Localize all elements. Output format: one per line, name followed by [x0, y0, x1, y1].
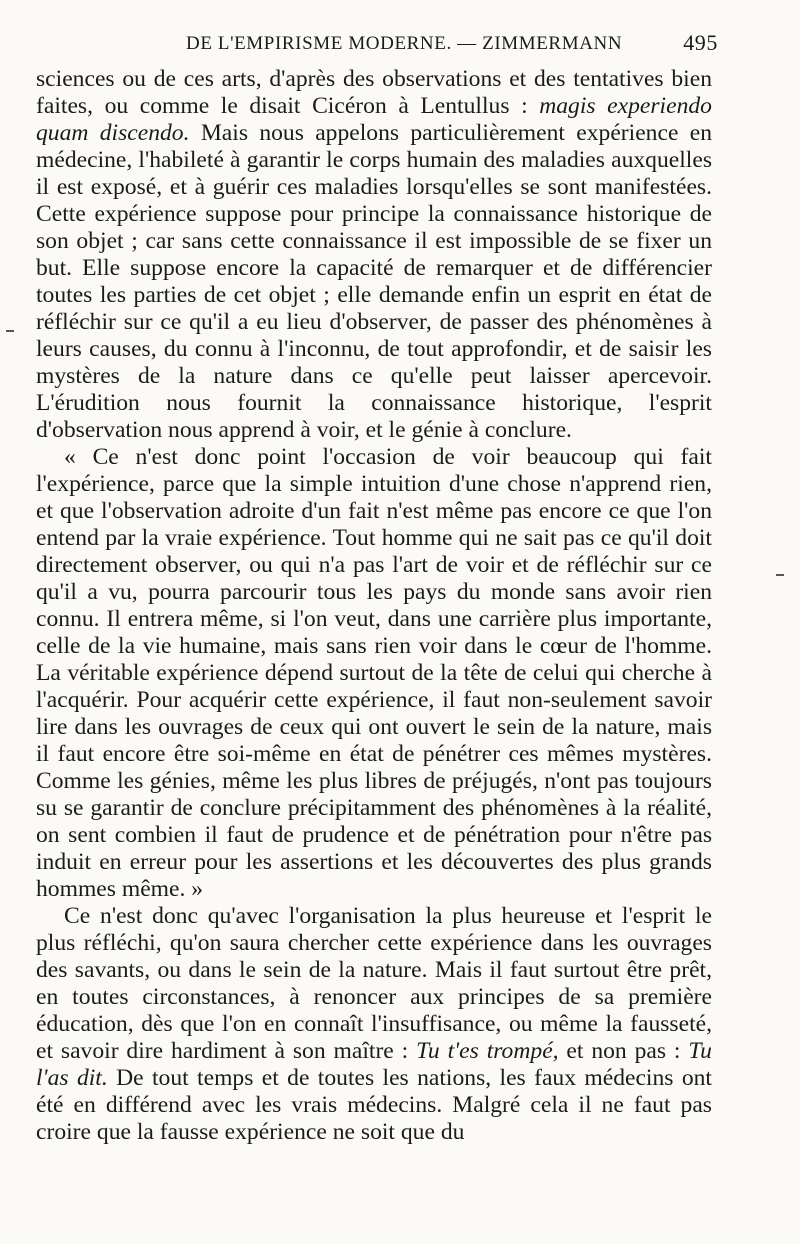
paragraph-1-text-b: Mais nous appelons particulièrement expérience en médecine, l'habileté à garantir le corps humain des maladies auxquelles il est exposé, et à guérir ces maladies lorsqu'elles se sont manifestées. Cette expérience suppose pour principe la connaissance historique de son objet ; car sans cette connaissance il est impossible de se fixer un but. Elle suppose encore la capacité de remarquer et de différencier toutes les parties de cet objet ; elle demande enfin un esprit en état de réfléchir sur ce qu'il a eu lieu d'observer, de passer des phénomènes à leurs causes, du connu à l'inconnu, de tout approfondir, et de saisir les mystères de la nature dans ce qu'elle peut laisser apercevoir. L'érudition nous fournit la connaissance historique, l'esprit d'observation nous apprend à voir, et le génie à conclure.: [36, 120, 712, 443]
running-title: DE L'EMPIRISME MODERNE. — ZIMMERMANN: [186, 33, 623, 54]
page-number: 495: [683, 30, 718, 55]
paragraph-3-text-a: Ce n'est donc qu'avec l'organisation la plus heureuse et l'esprit le plus réfléchi, qu'on saura chercher cette expérience dans les ouvrages des savants, ou dans le sein de la nature. Mais il faut surtout être prêt, en toutes circonstances, à renoncer aux principes de sa première éducation, dès que l'on en connaît l'insuffisance, ou même la fausseté, et savoir dire hardiment à son maître :: [36, 903, 712, 1064]
italic-phrase-1: Tu t'es trompé,: [416, 1038, 559, 1064]
italic-phrase-2: Tu l'as dit.: [36, 1038, 712, 1091]
running-header: [36, 30, 718, 60]
paragraph-1: [36, 66, 712, 444]
paragraph-3-text-b: et non pas :: [558, 1038, 689, 1064]
margin-mark: [776, 574, 784, 576]
paragraph-3: [36, 903, 712, 1146]
paragraph-3-text-c: De tout temps et de toutes les nations, les faux médecins ont été en différend avec les vrais médecins. Malgré cela il ne faut pas croire que la fausse expérience ne soit que du: [36, 1065, 712, 1145]
paragraph-1-text-a: sciences ou de ces arts, d'après des observations et des tentatives bien faites, ou comme le disait Cicéron à Lentullus :: [36, 66, 712, 119]
body-text: [36, 66, 712, 1146]
latin-quote: magis experiendo quam discendo.: [36, 93, 712, 146]
paragraph-2-quotation: « Ce n'est donc point l'occasion de voir beaucoup qui fait l'expérience, parce que la simple intuition d'une chose n'apprend rien, et que l'observation adroite d'un fait n'est même pas encore ce que l'on entend par la vraie expérience. Tout homme qui ne sait pas ce qu'il doit directement observer, ou qui n'a pas l'art de voir et de réfléchir sur ce qu'il a vu, pourra parcourir tous les pays du monde sans avoir rien connu. Il entrera même, si l'on veut, dans une carrière plus importante, celle de la vie humaine, mais sans rien voir dans le cœur de l'homme. La véritable expérience dépend surtout de la tête de celui qui cherche à l'acquérir. Pour acquérir cette expérience, il faut non-seulement savoir lire dans les ouvrages de ceux qui ont ouvert le sein de la nature, mais il faut encore être soi-même en état de pénétrer ces mêmes mystères. Comme les génies, même les plus libres de préjugés, n'ont pas toujours su se garantir de conclure précipitamment des phénomènes à la réalité, on sent combien il faut de prudence et de pénétration pour n'être pas induit en erreur pour les assertions et les découvertes des plus grands hommes même. »: [36, 444, 712, 902]
margin-mark: [6, 330, 14, 332]
